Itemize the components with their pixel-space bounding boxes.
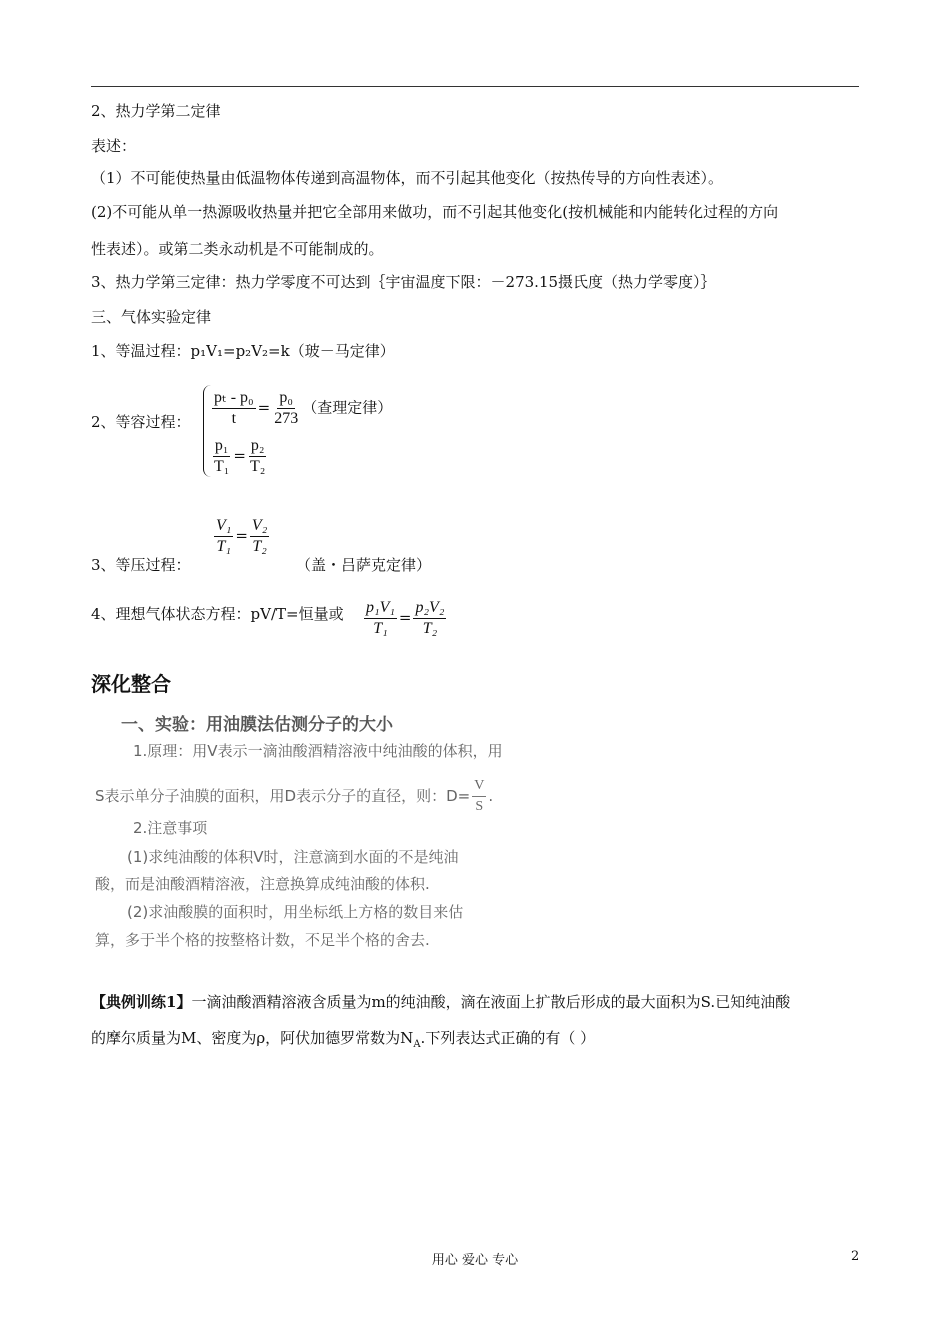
fraction-numerator: pₜ - p₀: [212, 388, 256, 409]
ideal-gas-label: 4、理想气体状态方程：pV/T=恒量或: [91, 605, 344, 623]
isochoric-fraction-3: [212, 436, 231, 477]
ideal-fraction-1: [364, 598, 397, 639]
scan-line-6: (2)求油酸膜的面积时，用坐标纸上方格的数目来估: [127, 903, 464, 921]
scan-line-3: 2.注意事项: [133, 819, 208, 837]
isothermal-formula: p₁V₁=p₂V₂=k: [190, 342, 290, 360]
isobaric-fraction-1: [214, 516, 233, 557]
isobaric-formula: [212, 516, 271, 557]
second-law-item-2b: 性表述）。或第二类永动机是不可能制成的。: [91, 240, 384, 258]
isochoric-formula-1: [210, 388, 392, 429]
second-law-title: 2、热力学第二定律: [91, 102, 221, 120]
fraction-denominator: T₂: [422, 620, 438, 637]
fraction-denominator: t: [231, 410, 237, 427]
scan-fraction: [472, 776, 486, 817]
scan-line-4: (1)求纯油酸的体积V时，注意滴到水面的不是纯油: [127, 848, 459, 866]
fraction-denominator: S: [475, 799, 484, 814]
isochoric-note: （查理定律）: [302, 398, 393, 417]
scanned-excerpt: [91, 708, 571, 948]
fraction-denominator: T₁: [214, 458, 230, 475]
fraction-numerator: V₂: [250, 516, 269, 537]
second-law-item-1: （1）不可能使热量由低温物体传递到高温物体，而不引起其他变化（按热传导的方向性表述）。: [91, 169, 724, 187]
scan-line-2-text: S表示单分子油膜的面积，用D表示分子的直径，则：D=: [95, 787, 471, 805]
header-rule: [91, 86, 859, 87]
example-subscript: A: [413, 1039, 421, 1050]
isobaric-note: （盖・吕萨克定律）: [296, 556, 432, 574]
isothermal-line: [91, 341, 395, 361]
isothermal-note: （玻－马定律）: [289, 342, 395, 360]
scan-line-1: 1.原理：用V表示一滴油酸酒精溶液中纯油酸的体积，用: [133, 742, 503, 760]
scan-title: 一、实验：用油膜法估测分子的大小: [121, 715, 393, 735]
fraction-numerator: V₁: [214, 516, 233, 537]
second-law-item-2a: (2)不可能从单一热源吸收热量并把它全部用来做功，而不引起其他变化(按机械能和内能转化过程的方向: [91, 203, 779, 221]
equals-sign: =: [257, 398, 271, 417]
fraction-denominator: T₂: [252, 538, 267, 555]
equals-sign: =: [398, 608, 412, 627]
isobaric-fraction-2: [250, 516, 269, 557]
third-law: 3、热力学第三定律：热力学零度不可达到｛宇宙温度下限：－273.15摄氏度（热力学零度）｝: [91, 273, 716, 291]
fraction-numerator: V: [472, 776, 486, 797]
fraction-numerator: p₂: [249, 436, 267, 457]
fraction-denominator: T₁: [373, 620, 388, 637]
ideal-gas-formula: [362, 598, 448, 639]
isochoric-fraction-4: [248, 436, 267, 477]
fraction-numerator: p₂V₂: [413, 598, 446, 619]
isobaric-label: 3、等压过程：: [91, 556, 191, 574]
equals-sign: =: [233, 446, 246, 465]
page-footer: 用心 爱心 专心: [431, 1253, 519, 1268]
fraction-denominator: 273: [274, 410, 299, 427]
fraction-numerator: p₁: [213, 436, 231, 457]
scan-line-7: 算，多于半个格的按整格计数，不足半个格的舍去.: [95, 931, 430, 949]
example-tag: 【典例训练1】: [91, 993, 192, 1011]
example-text-2: 的摩尔质量为M、密度为ρ，阿伏加德罗常数为N: [91, 1029, 414, 1047]
page-number: 2: [851, 1249, 860, 1264]
gas-laws-title: 三、气体实验定律: [91, 308, 212, 326]
scan-line-2: S表示单分子油膜的面积，用D表示分子的直径，则：D= $\frac{V}{S}$ .: [95, 776, 493, 817]
equals-sign: =: [235, 526, 248, 545]
fraction-numerator: p₁V₁: [364, 598, 397, 619]
section-heading: 深化整合: [91, 672, 171, 696]
fraction-denominator: T₁: [216, 538, 231, 555]
example-line-2: [91, 1028, 595, 1055]
example-line-1: [91, 992, 790, 1012]
fraction-numerator: p₀: [277, 388, 295, 409]
fraction-denominator: T₂: [249, 458, 266, 475]
second-law-label: 表述：: [91, 137, 137, 155]
ideal-fraction-2: [413, 598, 446, 639]
example-text-1: 一滴油酸酒精溶液含质量为m的纯油酸，滴在液面上扩散后形成的最大面积为S.已知纯油酸: [191, 993, 791, 1011]
isochoric-label: 2、等容过程：: [91, 413, 191, 431]
isothermal-label: 1、等温过程：: [91, 342, 191, 360]
example-text-2-end: .下列表达式正确的有（ ）: [420, 1029, 596, 1047]
isochoric-fraction-1: [212, 388, 256, 429]
isochoric-fraction-2: [272, 388, 300, 429]
scan-line-5: 酸，而是油酸酒精溶液，注意换算成纯油酸的体积.: [95, 875, 430, 893]
isochoric-formula-2: [210, 436, 269, 477]
